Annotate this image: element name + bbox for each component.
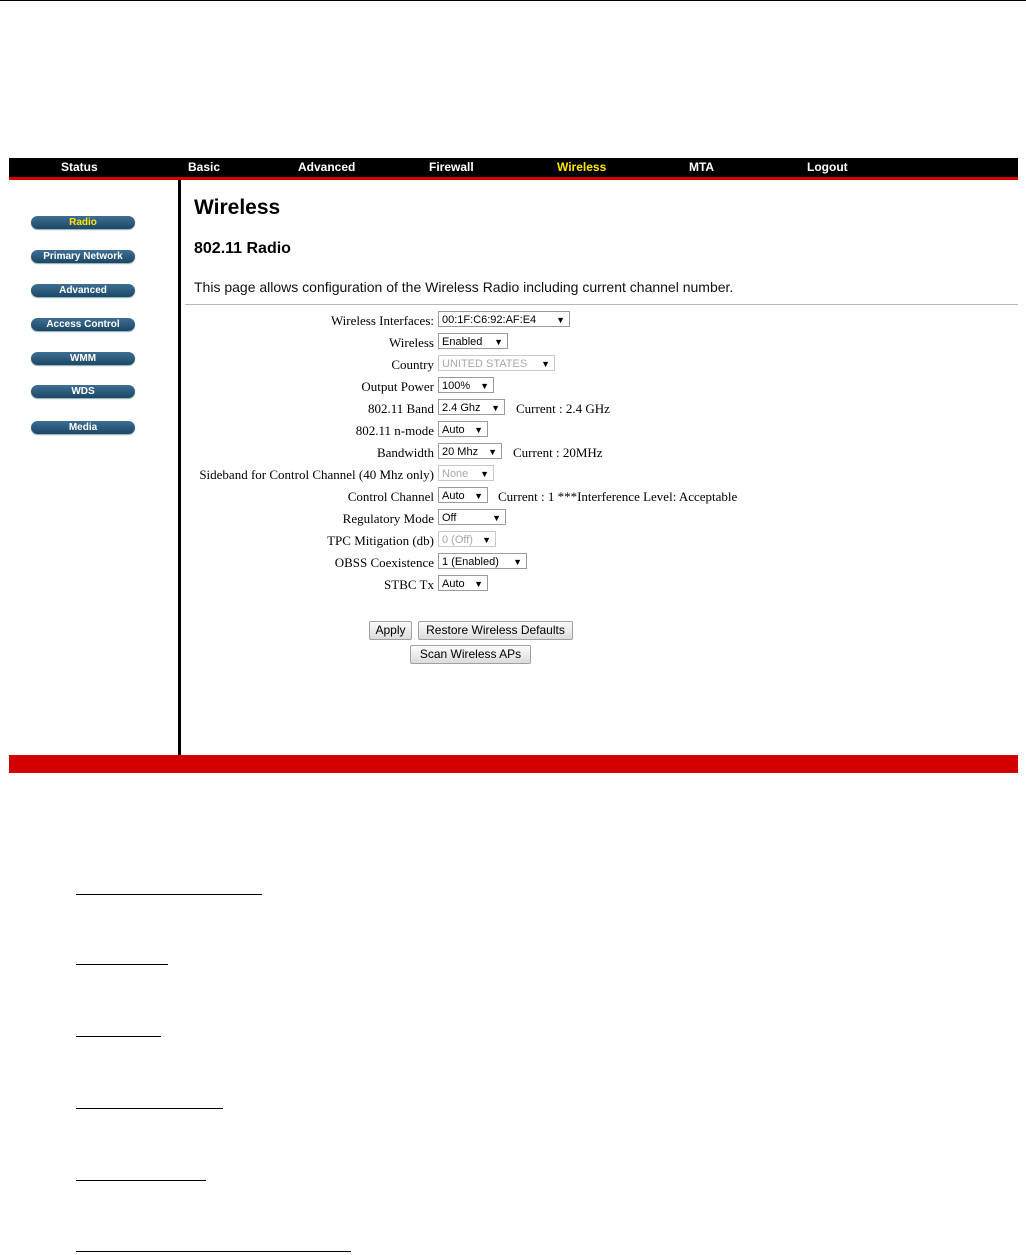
output-power-value: 100% bbox=[442, 380, 471, 392]
footer-bar bbox=[9, 755, 1018, 773]
page-description: This page allows configuration of the Wireless Radio including current channel number. bbox=[194, 279, 734, 295]
document-top-rule bbox=[0, 0, 1026, 1]
document-underline bbox=[76, 1108, 223, 1109]
row-stbc-tx bbox=[181, 574, 1018, 594]
control-channel-current: Current : 1 ***Interference Level: Acceptable bbox=[498, 489, 738, 504]
dropdown-arrow-icon: ▼ bbox=[474, 425, 483, 435]
country-label: Country bbox=[391, 357, 434, 372]
row-band bbox=[181, 398, 1018, 418]
stbc-tx-select[interactable] bbox=[438, 575, 488, 591]
scan-wireless-aps-button[interactable]: Scan Wireless APs bbox=[410, 645, 531, 664]
dropdown-arrow-icon: ▼ bbox=[494, 337, 503, 347]
band-label: 802.11 Band bbox=[368, 401, 434, 416]
stbc-tx-label: STBC Tx bbox=[384, 577, 434, 592]
restore-defaults-button[interactable]: Restore Wireless Defaults bbox=[418, 621, 573, 640]
row-output-power bbox=[181, 376, 1018, 396]
document-underline bbox=[76, 1180, 206, 1181]
dropdown-arrow-icon: ▼ bbox=[492, 513, 501, 523]
sidebar-item-advanced[interactable]: Advanced bbox=[31, 284, 135, 297]
document-underline bbox=[76, 894, 262, 895]
nav-tab-basic[interactable]: Basic bbox=[188, 160, 221, 174]
dropdown-arrow-icon: ▼ bbox=[488, 447, 497, 457]
section-title: 802.11 Radio bbox=[194, 240, 291, 257]
row-bandwidth bbox=[181, 442, 1018, 462]
top-nav-bar bbox=[9, 158, 1018, 180]
tpc-mitigation-value: 0 (Off) bbox=[442, 534, 473, 546]
regulatory-mode-value: Off bbox=[442, 512, 457, 524]
sidebar-item-wmm[interactable]: WMM bbox=[31, 352, 135, 365]
row-country bbox=[181, 354, 1018, 374]
wireless-interfaces-label: Wireless Interfaces: bbox=[330, 313, 434, 328]
sidebar bbox=[9, 180, 178, 755]
n-mode-value: Auto bbox=[442, 424, 465, 436]
nav-tab-advanced[interactable]: Advanced bbox=[298, 160, 356, 174]
n-mode-select[interactable] bbox=[438, 421, 488, 437]
wireless-select[interactable] bbox=[438, 333, 508, 349]
document-underline bbox=[76, 964, 168, 965]
nav-tab-status[interactable]: Status bbox=[61, 160, 98, 174]
row-wireless bbox=[181, 332, 1018, 352]
nav-tab-wireless[interactable]: Wireless bbox=[557, 160, 607, 174]
dropdown-arrow-icon: ▼ bbox=[541, 359, 550, 369]
row-sideband bbox=[181, 464, 1018, 484]
band-value: 2.4 Ghz bbox=[442, 402, 481, 414]
router-screenshot bbox=[9, 158, 1018, 773]
sideband-label: Sideband for Control Channel (40 Mhz only) bbox=[199, 467, 434, 482]
apply-button[interactable]: Apply bbox=[369, 621, 412, 640]
nav-tab-mta[interactable]: MTA bbox=[689, 160, 715, 174]
control-channel-value: Auto bbox=[442, 490, 465, 502]
stbc-tx-value: Auto bbox=[442, 578, 465, 590]
band-select[interactable] bbox=[438, 399, 505, 415]
country-value: UNITED STATES bbox=[442, 358, 528, 370]
main-content bbox=[181, 180, 1018, 755]
band-current: Current : 2.4 GHz bbox=[516, 401, 610, 416]
sideband-select[interactable] bbox=[438, 465, 494, 481]
tpc-mitigation-label: TPC Mitigation (db) bbox=[327, 533, 434, 548]
divider bbox=[185, 304, 1018, 305]
sidebar-item-wds[interactable]: WDS bbox=[31, 385, 135, 398]
tpc-mitigation-select[interactable] bbox=[438, 531, 496, 547]
output-power-label: Output Power bbox=[361, 379, 434, 394]
document-underline bbox=[76, 1036, 161, 1037]
bandwidth-current: Current : 20MHz bbox=[513, 445, 603, 460]
wireless-value: Enabled bbox=[442, 336, 483, 348]
row-tpc-mitigation bbox=[181, 530, 1018, 550]
dropdown-arrow-icon: ▼ bbox=[474, 579, 483, 589]
regulatory-mode-label: Regulatory Mode bbox=[342, 511, 434, 526]
dropdown-arrow-icon: ▼ bbox=[513, 557, 522, 567]
dropdown-arrow-icon: ▼ bbox=[482, 535, 491, 545]
dropdown-arrow-icon: ▼ bbox=[491, 403, 500, 413]
sidebar-item-radio[interactable]: Radio bbox=[31, 216, 135, 229]
dropdown-arrow-icon: ▼ bbox=[480, 381, 489, 391]
dropdown-arrow-icon: ▼ bbox=[480, 469, 489, 479]
row-wireless-interfaces bbox=[181, 310, 1018, 330]
country-select[interactable] bbox=[438, 355, 555, 371]
obss-value: 1 (Enabled) bbox=[442, 556, 499, 568]
sidebar-item-media[interactable]: Media bbox=[31, 421, 135, 434]
dropdown-arrow-icon: ▼ bbox=[556, 315, 565, 325]
document-underline bbox=[76, 1251, 351, 1252]
n-mode-label: 802.11 n-mode bbox=[355, 423, 434, 438]
nav-tab-logout[interactable]: Logout bbox=[807, 160, 848, 174]
bandwidth-select[interactable] bbox=[438, 443, 502, 459]
row-regulatory-mode bbox=[181, 508, 1018, 528]
row-n-mode bbox=[181, 420, 1018, 440]
control-channel-label: Control Channel bbox=[347, 489, 434, 504]
dropdown-arrow-icon: ▼ bbox=[474, 491, 483, 501]
sideband-value: None bbox=[442, 468, 469, 480]
wireless-interfaces-select[interactable] bbox=[438, 311, 570, 327]
sidebar-item-primary-network[interactable]: Primary Network bbox=[31, 250, 135, 263]
bandwidth-label: Bandwidth bbox=[376, 445, 434, 460]
regulatory-mode-select[interactable] bbox=[438, 509, 506, 525]
control-channel-select[interactable] bbox=[438, 487, 488, 503]
row-obss bbox=[181, 552, 1018, 572]
wireless-label: Wireless bbox=[389, 335, 434, 350]
sidebar-item-access-control[interactable]: Access Control bbox=[31, 318, 135, 331]
output-power-select[interactable] bbox=[438, 377, 494, 393]
nav-tab-firewall[interactable]: Firewall bbox=[429, 160, 474, 174]
page-title: Wireless bbox=[194, 196, 281, 219]
obss-select[interactable] bbox=[438, 553, 527, 569]
wireless-interfaces-value: 00:1F:C6:92:AF:E4 bbox=[442, 314, 537, 326]
obss-label: OBSS Coexistence bbox=[334, 555, 434, 570]
bandwidth-value: 20 Mhz bbox=[442, 446, 479, 458]
row-control-channel bbox=[181, 486, 1018, 506]
